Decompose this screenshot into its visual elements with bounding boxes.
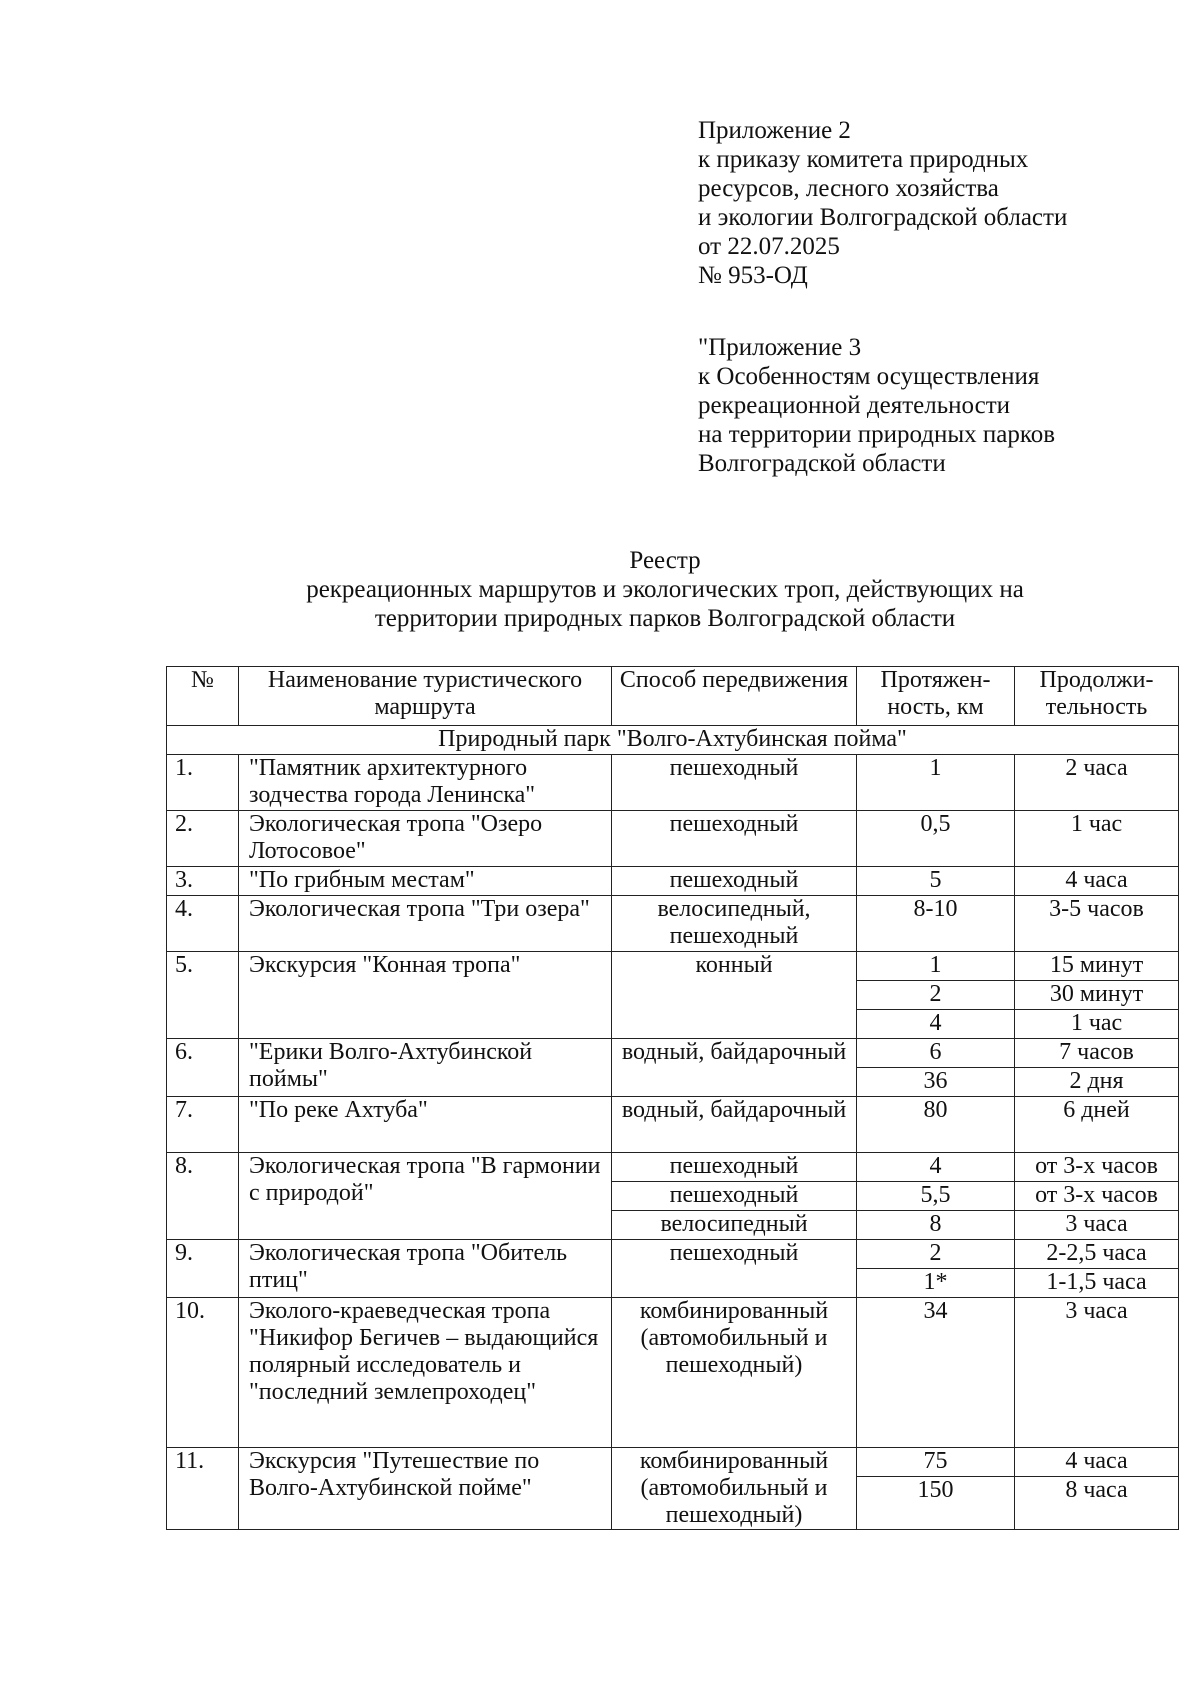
row-length: 1 — [857, 755, 1015, 811]
title-line-1: Реестр — [629, 547, 701, 574]
row-mode: пешеходный — [612, 755, 857, 811]
title-line-3: территории природных парков Волгоградской области — [374, 605, 956, 632]
annex-2-line: от 22.07.2025 — [698, 233, 840, 260]
row-length: 150 — [857, 1477, 1015, 1530]
annex-2-line: Приложение 2 — [698, 117, 851, 144]
row-length: 34 — [857, 1298, 1015, 1448]
row-name: "Памятник архитектурного зодчества города Ленинска" — [239, 755, 612, 811]
row-mode: пешеходный — [612, 1153, 857, 1182]
annex-2-header — [698, 116, 1168, 290]
annex-3-line: Волгоградской области — [698, 450, 946, 477]
annex-3-header — [698, 333, 1168, 478]
annex-2-line: к приказу комитета природных — [698, 146, 1029, 173]
row-name: "Ерики Волго-Ахтубинской поймы" — [239, 1039, 612, 1097]
row-length: 2 — [857, 1240, 1015, 1269]
row-duration: 1 час — [1015, 1010, 1179, 1039]
header-name: Наименование туристического маршрута — [239, 667, 612, 726]
row-mode: комбинированный (автомобильный и пешеходный) — [612, 1448, 857, 1530]
row-duration: 15 минут — [1015, 952, 1179, 981]
row-duration: 3 часа — [1015, 1298, 1179, 1448]
table-row — [167, 1097, 1179, 1153]
row-name: "По реке Ахтуба" — [239, 1097, 612, 1153]
row-length: 6 — [857, 1039, 1015, 1068]
row-length: 2 — [857, 981, 1015, 1010]
row-name: Экологическая тропа "Три озера" — [239, 896, 612, 952]
row-name: Экскурсия "Конная тропа" — [239, 952, 612, 1039]
row-num: 5. — [167, 952, 239, 1039]
row-duration: 2 часа — [1015, 755, 1179, 811]
row-duration: 2-2,5 часа — [1015, 1240, 1179, 1269]
table-row — [167, 1039, 1179, 1068]
table-row — [167, 755, 1179, 811]
header-mode: Способ передвижения — [612, 667, 857, 726]
row-mode: конный — [612, 952, 857, 1039]
annex-3-line: рекреационной деятельности — [698, 392, 1010, 419]
row-duration: от 3-х часов — [1015, 1153, 1179, 1182]
table-row — [167, 867, 1179, 896]
row-num: 10. — [167, 1298, 239, 1448]
table-row — [167, 896, 1179, 952]
row-length: 75 — [857, 1448, 1015, 1477]
row-duration: 8 часа — [1015, 1477, 1179, 1530]
header-num: № — [167, 667, 239, 726]
row-num: 6. — [167, 1039, 239, 1097]
row-duration: 3-5 часов — [1015, 896, 1179, 952]
row-mode: водный, байдарочный — [612, 1097, 857, 1153]
row-duration: 30 минут — [1015, 981, 1179, 1010]
row-duration: 4 часа — [1015, 867, 1179, 896]
row-num: 9. — [167, 1240, 239, 1298]
row-num: 4. — [167, 896, 239, 952]
row-length: 8-10 — [857, 896, 1015, 952]
annex-3-line: "Приложение 3 — [698, 334, 862, 361]
routes-registry-table — [166, 666, 1179, 1530]
header-duration: Продолжи-тельность — [1015, 667, 1179, 726]
table-row — [167, 952, 1179, 981]
row-duration: 4 часа — [1015, 1448, 1179, 1477]
title-line-2: рекреационных маршрутов и экологических троп, действующих на — [306, 576, 1024, 603]
header-length: Протяжен-ность, км — [857, 667, 1015, 726]
row-length: 4 — [857, 1153, 1015, 1182]
row-mode: водный, байдарочный — [612, 1039, 857, 1097]
section-row — [167, 726, 1179, 755]
row-name: Экологическая тропа "В гармонии с природой" — [239, 1153, 612, 1240]
row-duration: 2 дня — [1015, 1068, 1179, 1097]
row-duration: 1 час — [1015, 811, 1179, 867]
row-length: 36 — [857, 1068, 1015, 1097]
table-row — [167, 1298, 1179, 1448]
annex-2-line: ресурсов, лесного хозяйства — [698, 175, 999, 202]
row-duration: 3 часа — [1015, 1211, 1179, 1240]
row-length: 8 — [857, 1211, 1015, 1240]
row-name: Экскурсия "Путешествие по Волго-Ахтубинской пойме" — [239, 1448, 612, 1530]
row-mode: велосипедный, пешеходный — [612, 896, 857, 952]
row-duration: 7 часов — [1015, 1039, 1179, 1068]
table-row — [167, 1240, 1179, 1269]
table-row — [167, 1448, 1179, 1477]
row-mode: пешеходный — [612, 867, 857, 896]
row-duration: от 3-х часов — [1015, 1182, 1179, 1211]
document-title — [160, 546, 1170, 633]
row-length: 80 — [857, 1097, 1015, 1153]
row-mode: пешеходный — [612, 1182, 857, 1211]
row-mode: велосипедный — [612, 1211, 857, 1240]
row-mode: пешеходный — [612, 1240, 857, 1298]
row-name: Эколого-краеведческая тропа "Никифор Бегичев – выдающийся полярный исследователь и "последний землепроходец" — [239, 1298, 612, 1448]
row-length: 0,5 — [857, 811, 1015, 867]
row-length: 5,5 — [857, 1182, 1015, 1211]
row-name: Экологическая тропа "Обитель птиц" — [239, 1240, 612, 1298]
section-title: Природный парк "Волго-Ахтубинская пойма" — [167, 726, 1179, 755]
row-duration: 6 дней — [1015, 1097, 1179, 1153]
annex-3-line: на территории природных парков — [698, 421, 1056, 448]
row-name: Экологическая тропа "Озеро Лотосовое" — [239, 811, 612, 867]
table-header-row — [167, 667, 1179, 726]
row-length: 1* — [857, 1269, 1015, 1298]
row-mode: комбинированный (автомобильный и пешеходный) — [612, 1298, 857, 1448]
table-row — [167, 1153, 1179, 1182]
row-mode: пешеходный — [612, 811, 857, 867]
row-num: 2. — [167, 811, 239, 867]
table-row — [167, 811, 1179, 867]
row-length: 4 — [857, 1010, 1015, 1039]
row-num: 11. — [167, 1448, 239, 1530]
row-num: 8. — [167, 1153, 239, 1240]
annex-3-line: к Особенностям осуществления — [698, 363, 1040, 390]
annex-2-line: № 953-ОД — [698, 262, 808, 289]
row-num: 1. — [167, 755, 239, 811]
row-name: "По грибным местам" — [239, 867, 612, 896]
row-num: 7. — [167, 1097, 239, 1153]
row-length: 1 — [857, 952, 1015, 981]
row-num: 3. — [167, 867, 239, 896]
row-duration: 1-1,5 часа — [1015, 1269, 1179, 1298]
row-length: 5 — [857, 867, 1015, 896]
annex-2-line: и экологии Волгоградской области — [698, 204, 1068, 231]
